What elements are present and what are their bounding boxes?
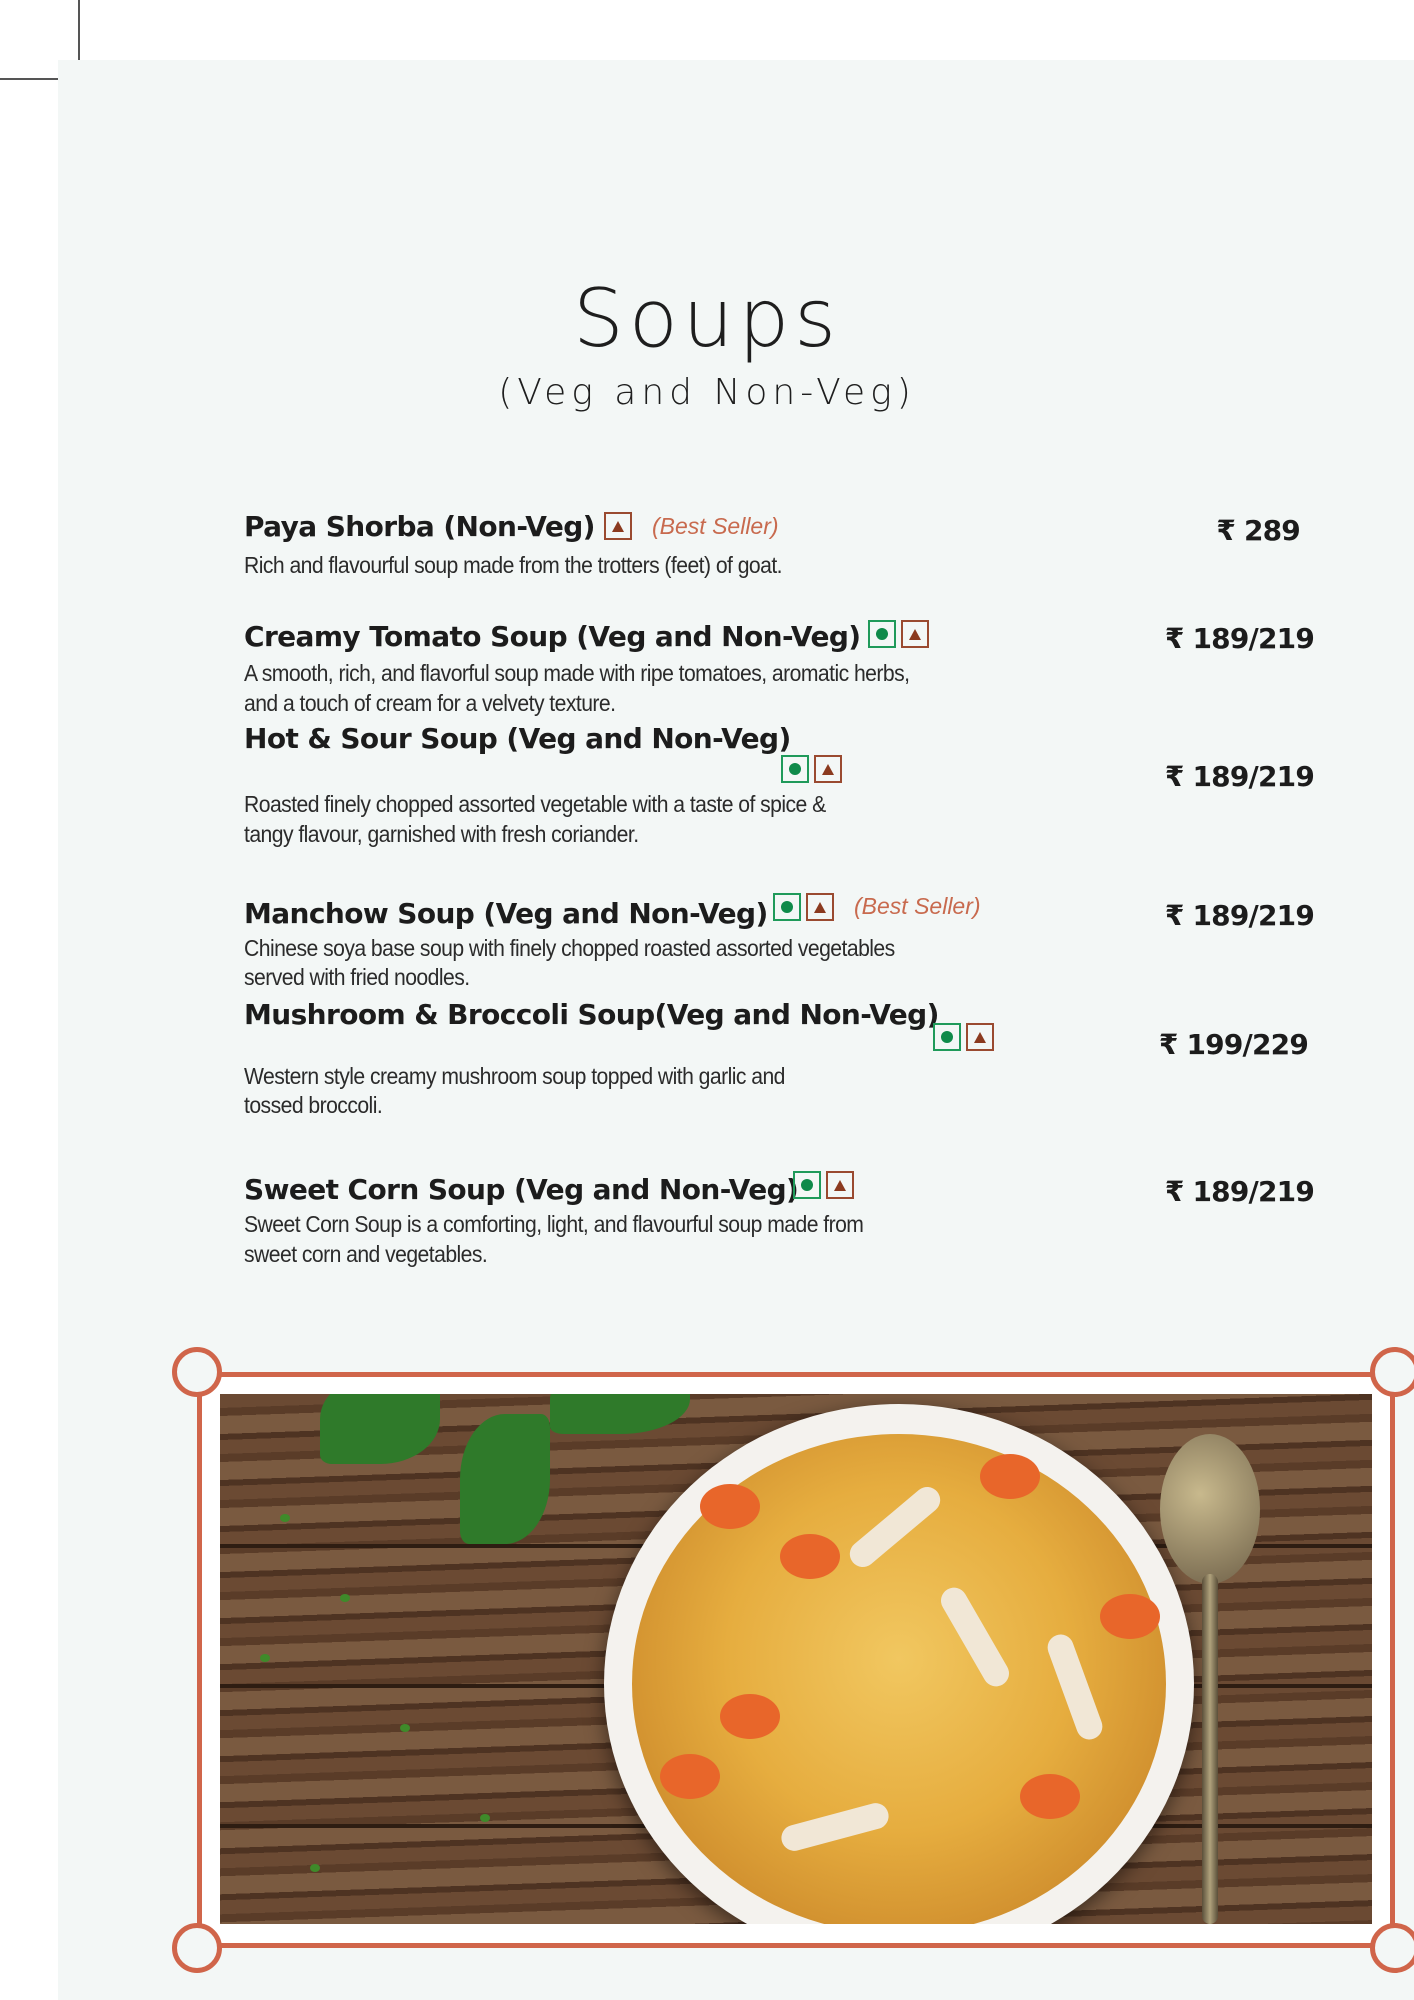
herb-fleck: [340, 1594, 350, 1602]
non-veg-icon: [806, 893, 834, 921]
item-description: Western style creamy mushroom soup topped with garlic and: [244, 1063, 785, 1089]
best-seller-tag: (Best Seller): [854, 893, 981, 919]
item-description: sweet corn and vegetables.: [244, 1241, 488, 1267]
page-title: Soups: [573, 272, 841, 365]
non-veg-icon: [604, 512, 632, 540]
spoon-handle: [1202, 1574, 1218, 1924]
non-veg-icon: [826, 1171, 854, 1199]
parsley-leaves: [460, 1414, 550, 1544]
item-price: ₹ 189/219: [1164, 760, 1314, 793]
parsley-leaves: [550, 1394, 690, 1434]
item-name: Sweet Corn Soup (Veg and Non-Veg): [244, 1173, 799, 1206]
carrot-slice: [700, 1484, 760, 1529]
item-description: A smooth, rich, and flavorful soup made with ripe tomatoes, aromatic herbs,: [244, 660, 910, 686]
carrot-slice: [720, 1694, 780, 1739]
carrot-slice: [1100, 1594, 1160, 1639]
item-price: ₹ 189/219: [1164, 622, 1314, 655]
item-price: ₹ 189/219: [1164, 899, 1314, 932]
item-price: ₹ 289: [1216, 514, 1300, 547]
item-description: Rich and flavourful soup made from the trotters (feet) of goat.: [244, 552, 783, 578]
item-description: Chinese soya base soup with finely chopped roasted assorted vegetables: [244, 935, 895, 961]
item-price: ₹ 189/219: [1164, 1175, 1314, 1208]
frame-corner: [1370, 1923, 1414, 1973]
veg-icon: [793, 1171, 821, 1199]
item-name: Creamy Tomato Soup (Veg and Non-Veg): [244, 620, 861, 653]
item-description: served with fried noodles.: [244, 964, 470, 990]
menu-item: [244, 510, 1314, 590]
item-name: Manchow Soup (Veg and Non-Veg): [244, 897, 768, 930]
item-description: and a touch of cream for a velvety texture.: [244, 690, 616, 716]
best-seller-tag: (Best Seller): [652, 513, 779, 539]
non-veg-icon: [966, 1023, 994, 1051]
diet-badges: [604, 512, 632, 540]
item-description: tossed broccoli.: [244, 1092, 383, 1118]
non-veg-icon: [901, 620, 929, 648]
herb-fleck: [280, 1514, 290, 1522]
diet-badges: [773, 893, 834, 921]
item-description: tangy flavour, garnished with fresh coriander.: [244, 821, 639, 847]
non-veg-icon: [814, 755, 842, 783]
diet-badges: [868, 620, 929, 648]
item-description: Roasted finely chopped assorted vegetable with a taste of spice &: [244, 791, 826, 817]
item-name: Paya Shorba (Non-Veg): [244, 510, 595, 543]
carrot-slice: [780, 1534, 840, 1579]
veg-icon: [773, 893, 801, 921]
spoon: [1160, 1434, 1260, 1584]
veg-icon: [933, 1023, 961, 1051]
crop-mark-horizontal: [0, 78, 64, 80]
herb-fleck: [400, 1724, 410, 1732]
item-name: Mushroom & Broccoli Soup(Veg and Non-Veg): [244, 998, 939, 1031]
frame-corner: [172, 1347, 222, 1397]
parsley-leaves: [320, 1394, 440, 1464]
frame-corner: [172, 1923, 222, 1973]
diet-badges: [781, 755, 842, 783]
herb-fleck: [480, 1814, 490, 1822]
page-subtitle: (Veg and Non-Veg): [498, 372, 916, 413]
crop-mark-vertical: [78, 0, 80, 62]
diet-badges: [793, 1171, 854, 1199]
veg-icon: [868, 620, 896, 648]
item-price: ₹ 199/229: [1158, 1028, 1308, 1061]
diet-badges: [933, 1023, 994, 1051]
item-name: Hot & Sour Soup (Veg and Non-Veg): [244, 722, 791, 755]
carrot-slice: [1020, 1774, 1080, 1819]
item-description: Sweet Corn Soup is a comforting, light, and flavourful soup made from: [244, 1211, 864, 1237]
veg-icon: [781, 755, 809, 783]
carrot-slice: [980, 1454, 1040, 1499]
herb-fleck: [260, 1654, 270, 1662]
frame-corner: [1370, 1347, 1414, 1397]
carrot-slice: [660, 1754, 720, 1799]
soup-photo: [220, 1394, 1372, 1924]
herb-fleck: [310, 1864, 320, 1872]
